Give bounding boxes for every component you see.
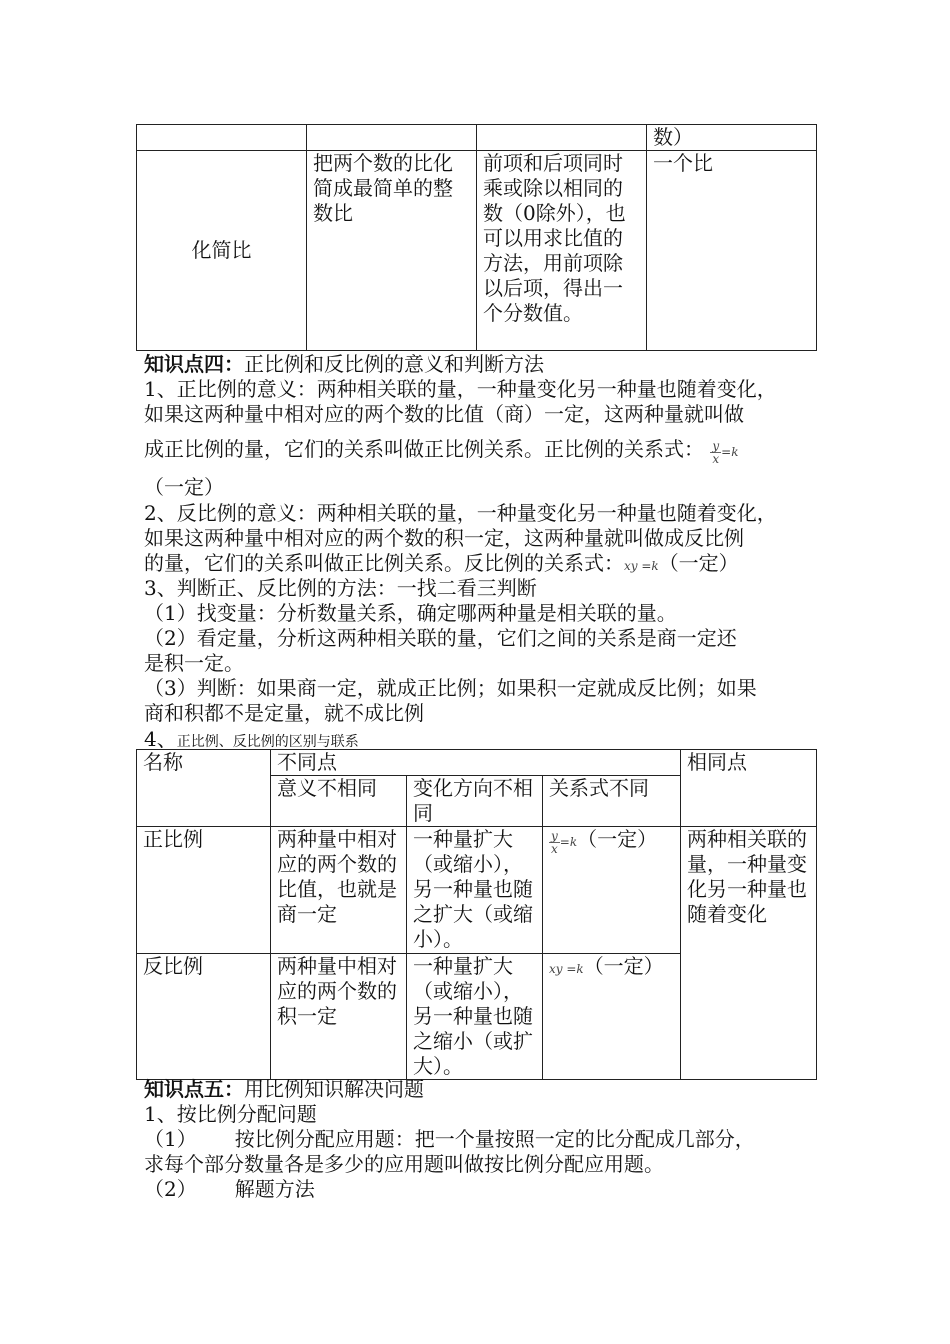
formula-y: y <box>551 829 558 843</box>
kp4-p2-suffix: （一定） <box>658 551 739 575</box>
kp4-p4-text: 正比例、反比例的区别与联系 <box>176 734 359 750</box>
header-differences: 不同点 <box>271 750 681 776</box>
kp4-p2-line: 如果这两种量中相对应的两个数的积一定，这两种量就叫做成反比例 <box>144 526 744 550</box>
kp4-p1-text: 成正比例的量，它们的关系叫做正比例关系。正比例的关系式： <box>144 437 704 461</box>
header-name: 名称 <box>137 750 271 827</box>
kp4-p3-1: （1）找变量：分析数量关系，确定哪两种量是相关联的量。 <box>144 601 677 625</box>
table-row <box>137 750 817 776</box>
header-similarities: 相同点 <box>681 750 817 827</box>
kp4-p3-2: 是积一定。 <box>144 651 244 675</box>
proportion-comparison-table <box>136 749 817 1080</box>
kp5-heading-text: 用比例知识解决问题 <box>244 1077 424 1101</box>
kp4-p1-line: （一定） <box>144 475 224 499</box>
kp4-p2-line <box>144 551 739 579</box>
header-direction: 变化方向不相同 <box>407 776 543 827</box>
kp5-s1-2-text: 解题方法 <box>234 1177 315 1201</box>
ratio-table <box>136 124 817 351</box>
kp4-heading-text: 正比例和反比例的意义和判断方法 <box>244 352 544 376</box>
kp4-p4-num: 4、 <box>144 727 177 751</box>
kp4-p1-line: 如果这两种量中相对应的两个数的比值（商）一定，这两种量就叫做 <box>144 402 744 426</box>
simplify-ratio-result: 一个比 <box>647 151 817 351</box>
kp4-p1-line: 1、正比例的意义：两种相关联的量，一种量变化另一种量也随着变化， <box>144 377 777 401</box>
kp4-p2-text: 的量，它们的关系叫做正比例关系。反比例的关系式： <box>144 551 624 575</box>
table-row <box>137 827 817 954</box>
kp5-s1: 1、按比例分配问题 <box>144 1102 317 1126</box>
kp5-s1-2-num: （2） <box>144 1177 197 1201</box>
header-formula: 关系式不同 <box>543 776 681 827</box>
inverse-direction: 一种量扩大（或缩小），另一种量也随之缩小（或扩大）。 <box>407 954 543 1080</box>
kp5-s1-1 <box>144 1127 755 1152</box>
table-cell <box>477 125 647 151</box>
formula-y: y <box>712 439 720 453</box>
table-cell: 数） <box>647 125 817 151</box>
direct-proportion-formula <box>710 439 739 466</box>
kp5-heading-label: 知识点五： <box>144 1077 244 1101</box>
direct-formula-cell <box>543 827 681 954</box>
inverse-proportion-formula: xy =k <box>624 559 659 573</box>
kp4-p3-2: （2）看定量，分析这两种相关联的量，它们之间的关系是商一定还 <box>144 626 737 650</box>
kp5-s1-1-text: 按比例分配应用题：把一个量按照一定的比分配成几部分， <box>234 1127 755 1151</box>
kp5-s1-2 <box>144 1177 315 1202</box>
direct-proportion-formula <box>549 829 578 856</box>
table-cell <box>137 125 307 151</box>
row-name-simplify-ratio: 化简比 <box>137 151 307 351</box>
inverse-meaning: 两种量中相对应的两个数的积一定 <box>271 954 407 1080</box>
kp4-p3-3: 商和积都不是定量，就不成比例 <box>144 701 424 725</box>
kp4-heading <box>144 352 544 377</box>
formula-eq-k: =k <box>721 445 739 459</box>
formula-x: x <box>712 452 720 466</box>
row-name-inverse: 反比例 <box>137 954 271 1080</box>
inverse-formula-suffix: （一定） <box>583 954 664 978</box>
row-name-direct: 正比例 <box>137 827 271 954</box>
kp4-p1-line <box>144 437 738 465</box>
kp4-p3-3: （3）判断：如果商一定，就成正比例；如果积一定就成反比例；如果 <box>144 676 757 700</box>
simplify-ratio-meaning: 把两个数的比化简成最简单的整数比 <box>307 151 477 351</box>
kp5-s1-1-line2: 求每个部分数量各是多少的应用题叫做按比例分配应用题。 <box>144 1152 664 1176</box>
kp5-heading <box>144 1077 424 1102</box>
direct-meaning: 两种量中相对应的两个数的比值，也就是商一定 <box>271 827 407 954</box>
kp5-s1-1-num: （1） <box>144 1127 197 1151</box>
kp4-heading-label: 知识点四： <box>144 352 244 376</box>
similarities-cell: 两种相关联的量，一种量变化另一种量也随着变化 <box>681 827 817 1080</box>
formula-x: x <box>551 842 558 856</box>
formula-eq-k: =k <box>559 835 578 849</box>
inverse-proportion-formula: xy =k <box>549 962 584 976</box>
header-meaning: 意义不相同 <box>271 776 407 827</box>
simplify-ratio-method: 前项和后项同时乘或除以相同的数（0除外），也可以用求比值的方法，用前项除以后项，得出一个分数值。 <box>477 151 647 351</box>
inverse-formula-cell <box>543 954 681 1080</box>
kp4-p3: 3、判断正、反比例的方法：一找二看三判断 <box>144 576 537 600</box>
table-row <box>137 125 817 151</box>
table-cell <box>307 125 477 151</box>
kp4-p2-line: 2、反比例的意义：两种相关联的量，一种量变化另一种量也随着变化， <box>144 501 777 525</box>
direct-direction: 一种量扩大（或缩小），另一种量也随之扩大（或缩小）。 <box>407 827 543 954</box>
direct-formula-suffix: （一定） <box>577 827 658 851</box>
table-row <box>137 151 817 351</box>
